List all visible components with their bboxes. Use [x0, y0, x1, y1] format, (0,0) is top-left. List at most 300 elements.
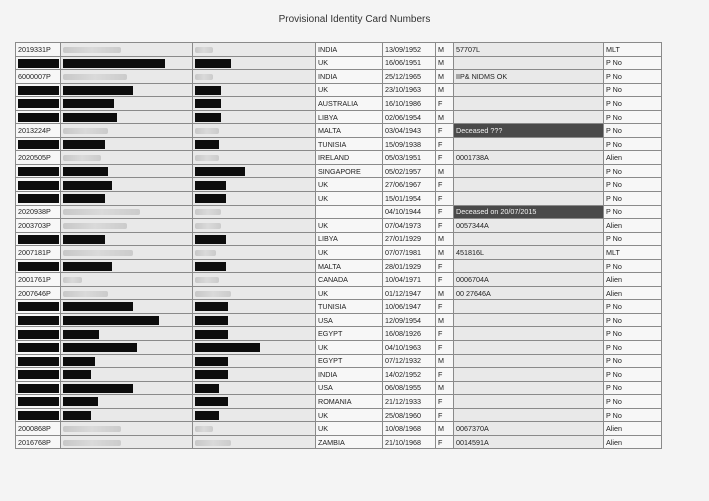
status-cell: MLT: [604, 246, 662, 260]
redaction-block: [63, 384, 133, 393]
nationality-cell: UK: [316, 408, 383, 422]
redaction-block: [195, 140, 219, 149]
sex-cell: F: [436, 259, 454, 273]
id-number-cell: [16, 300, 61, 314]
sex-cell: M: [436, 83, 454, 97]
sex-cell: F: [436, 273, 454, 287]
forename-cell: [193, 137, 316, 151]
sex-cell: F: [436, 192, 454, 206]
birth-date-cell: 15/01/1954: [383, 192, 436, 206]
blurred-text: [63, 291, 108, 297]
blurred-text: [195, 209, 221, 215]
birth-date-cell: 04/10/1944: [383, 205, 436, 219]
id-number-cell: [16, 178, 61, 192]
redaction-block: [63, 397, 98, 406]
card-number-cell: [454, 354, 604, 368]
card-number-cell: [454, 83, 604, 97]
status-cell: P No: [604, 164, 662, 178]
card-number-cell: Deceased ???: [454, 124, 604, 138]
forename-cell: [193, 97, 316, 111]
table-row: [16, 313, 662, 327]
sex-cell: F: [436, 395, 454, 409]
redaction-block: [63, 343, 137, 352]
id-number-cell: [16, 97, 61, 111]
table-row: [16, 435, 662, 449]
redaction-block: [195, 302, 228, 311]
id-number-cell: [16, 56, 61, 70]
status-cell: P No: [604, 259, 662, 273]
id-number-cell: 2001761P: [16, 273, 61, 287]
forename-cell: [193, 368, 316, 382]
redaction-block: [18, 140, 59, 149]
nationality-cell: INDIA: [316, 368, 383, 382]
status-cell: P No: [604, 354, 662, 368]
table-row: [16, 205, 662, 219]
table-row: [16, 273, 662, 287]
birth-date-cell: 04/10/1963: [383, 341, 436, 355]
redaction-block: [63, 99, 114, 108]
forename-cell: [193, 313, 316, 327]
birth-date-cell: 01/12/1947: [383, 286, 436, 300]
sex-cell: F: [436, 435, 454, 449]
birth-date-cell: 23/10/1963: [383, 83, 436, 97]
table-row: [16, 83, 662, 97]
sex-cell: M: [436, 354, 454, 368]
table-row: [16, 368, 662, 382]
status-cell: Alien: [604, 151, 662, 165]
card-number-cell: 57707L: [454, 43, 604, 57]
id-number-cell: [16, 137, 61, 151]
redaction-block: [195, 194, 226, 203]
card-number-cell: [454, 300, 604, 314]
sex-cell: F: [436, 205, 454, 219]
forename-cell: [193, 395, 316, 409]
nationality-cell: UK: [316, 192, 383, 206]
id-number-cell: [16, 354, 61, 368]
card-number-cell: IIP& NIDMS OK: [454, 70, 604, 84]
table-row: [16, 327, 662, 341]
surname-cell: [61, 56, 193, 70]
id-number-cell: 2007181P: [16, 246, 61, 260]
nationality-cell: UK: [316, 56, 383, 70]
blurred-text: [63, 277, 82, 283]
status-cell: P No: [604, 327, 662, 341]
nationality-cell: [316, 205, 383, 219]
forename-cell: [193, 286, 316, 300]
birth-date-cell: 16/10/1986: [383, 97, 436, 111]
table-row: [16, 395, 662, 409]
forename-cell: [193, 435, 316, 449]
redaction-block: [63, 194, 105, 203]
nationality-cell: EGYPT: [316, 327, 383, 341]
sex-cell: M: [436, 381, 454, 395]
status-cell: Alien: [604, 273, 662, 287]
forename-cell: [193, 219, 316, 233]
table-row: [16, 354, 662, 368]
birth-date-cell: 05/02/1957: [383, 164, 436, 178]
redaction-block: [195, 411, 219, 420]
sex-cell: M: [436, 70, 454, 84]
surname-cell: [61, 70, 193, 84]
table-row: [16, 300, 662, 314]
card-number-cell: 0057344A: [454, 219, 604, 233]
status-cell: P No: [604, 205, 662, 219]
forename-cell: [193, 381, 316, 395]
status-cell: P No: [604, 368, 662, 382]
forename-cell: [193, 327, 316, 341]
page-title: Provisional Identity Card Numbers: [278, 14, 431, 25]
blurred-text: [63, 250, 133, 256]
surname-cell: [61, 435, 193, 449]
birth-date-cell: 16/08/1926: [383, 327, 436, 341]
sex-cell: F: [436, 151, 454, 165]
id-number-cell: 2019331P: [16, 43, 61, 57]
nationality-cell: INDIA: [316, 70, 383, 84]
sex-cell: M: [436, 313, 454, 327]
card-number-cell: [454, 341, 604, 355]
card-number-cell: [454, 110, 604, 124]
id-number-cell: 2007646P: [16, 286, 61, 300]
table-row: [16, 422, 662, 436]
status-cell: P No: [604, 110, 662, 124]
blurred-text: [195, 250, 216, 256]
surname-cell: [61, 286, 193, 300]
redaction-block: [18, 194, 59, 203]
card-number-cell: [454, 381, 604, 395]
redaction-block: [195, 343, 260, 352]
surname-cell: [61, 83, 193, 97]
card-number-cell: [454, 56, 604, 70]
surname-cell: [61, 259, 193, 273]
nationality-cell: UK: [316, 341, 383, 355]
birth-date-cell: 21/12/1933: [383, 395, 436, 409]
table-row: [16, 341, 662, 355]
sex-cell: F: [436, 137, 454, 151]
card-number-cell: [454, 408, 604, 422]
redaction-block: [63, 140, 105, 149]
surname-cell: [61, 422, 193, 436]
blurred-text: [63, 426, 121, 432]
redaction-block: [18, 113, 59, 122]
forename-cell: [193, 422, 316, 436]
surname-cell: [61, 313, 193, 327]
redaction-block: [63, 167, 108, 176]
status-cell: P No: [604, 232, 662, 246]
status-cell: MLT: [604, 43, 662, 57]
card-number-cell: [454, 327, 604, 341]
sex-cell: F: [436, 408, 454, 422]
table-row: [16, 97, 662, 111]
id-number-cell: [16, 232, 61, 246]
birth-date-cell: 06/08/1955: [383, 381, 436, 395]
redaction-block: [18, 384, 59, 393]
nationality-cell: UK: [316, 219, 383, 233]
forename-cell: [193, 354, 316, 368]
nationality-cell: TUNISIA: [316, 137, 383, 151]
redaction-block: [63, 181, 112, 190]
forename-cell: [193, 124, 316, 138]
nationality-cell: TUNISIA: [316, 300, 383, 314]
birth-date-cell: 05/03/1951: [383, 151, 436, 165]
forename-cell: [193, 43, 316, 57]
forename-cell: [193, 246, 316, 260]
sex-cell: M: [436, 286, 454, 300]
redaction-block: [18, 167, 59, 176]
card-number-cell: 0001738A: [454, 151, 604, 165]
status-cell: P No: [604, 341, 662, 355]
id-number-cell: 2016768P: [16, 435, 61, 449]
status-cell: Alien: [604, 286, 662, 300]
card-number-cell: [454, 259, 604, 273]
nationality-cell: UK: [316, 178, 383, 192]
redaction-block: [195, 59, 231, 68]
redaction-block: [195, 397, 228, 406]
table-row: [16, 56, 662, 70]
nationality-cell: ZAMBIA: [316, 435, 383, 449]
nationality-cell: UK: [316, 83, 383, 97]
nationality-cell: EGYPT: [316, 354, 383, 368]
card-number-cell: [454, 178, 604, 192]
surname-cell: [61, 327, 193, 341]
id-number-cell: 2003703P: [16, 219, 61, 233]
status-cell: Alien: [604, 422, 662, 436]
id-number-cell: [16, 110, 61, 124]
forename-cell: [193, 164, 316, 178]
redaction-block: [18, 330, 59, 339]
forename-cell: [193, 192, 316, 206]
status-cell: P No: [604, 408, 662, 422]
redaction-block: [63, 113, 117, 122]
surname-cell: [61, 395, 193, 409]
status-cell: P No: [604, 137, 662, 151]
status-cell: P No: [604, 381, 662, 395]
redaction-block: [63, 59, 165, 68]
birth-date-cell: 14/02/1952: [383, 368, 436, 382]
card-number-cell: 0014591A: [454, 435, 604, 449]
blurred-text: [195, 155, 219, 161]
id-number-cell: [16, 259, 61, 273]
blurred-text: [195, 291, 231, 297]
birth-date-cell: 13/09/1952: [383, 43, 436, 57]
redaction-block: [18, 99, 59, 108]
id-number-cell: [16, 192, 61, 206]
forename-cell: [193, 56, 316, 70]
redaction-block: [18, 302, 59, 311]
nationality-cell: USA: [316, 313, 383, 327]
redaction-block: [195, 316, 228, 325]
blurred-text: [195, 128, 219, 134]
nationality-cell: AUSTRALIA: [316, 97, 383, 111]
sex-cell: M: [436, 164, 454, 178]
sex-cell: F: [436, 124, 454, 138]
nationality-cell: USA: [316, 381, 383, 395]
card-number-cell: [454, 368, 604, 382]
id-number-cell: [16, 327, 61, 341]
birth-date-cell: 27/06/1967: [383, 178, 436, 192]
nationality-cell: INDIA: [316, 43, 383, 57]
redaction-block: [195, 235, 226, 244]
blurred-text: [63, 74, 127, 80]
surname-cell: [61, 354, 193, 368]
table-row: [16, 381, 662, 395]
blurred-text: [63, 440, 121, 446]
id-number-cell: 2000868P: [16, 422, 61, 436]
forename-cell: [193, 151, 316, 165]
redaction-block: [63, 235, 105, 244]
redaction-block: [63, 316, 159, 325]
surname-cell: [61, 300, 193, 314]
status-cell: P No: [604, 192, 662, 206]
table-row: [16, 408, 662, 422]
surname-cell: [61, 273, 193, 287]
surname-cell: [61, 219, 193, 233]
birth-date-cell: 25/08/1960: [383, 408, 436, 422]
blurred-text: [195, 277, 219, 283]
birth-date-cell: 07/07/1981: [383, 246, 436, 260]
surname-cell: [61, 151, 193, 165]
status-cell: P No: [604, 83, 662, 97]
table-row: [16, 124, 662, 138]
id-number-cell: [16, 341, 61, 355]
surname-cell: [61, 381, 193, 395]
status-cell: P No: [604, 395, 662, 409]
identity-table: [15, 42, 662, 449]
birth-date-cell: 10/06/1947: [383, 300, 436, 314]
blurred-text: [63, 155, 101, 161]
surname-cell: [61, 110, 193, 124]
redaction-block: [195, 370, 228, 379]
id-number-cell: [16, 313, 61, 327]
id-number-cell: [16, 164, 61, 178]
surname-cell: [61, 246, 193, 260]
forename-cell: [193, 205, 316, 219]
redaction-block: [195, 357, 228, 366]
birth-date-cell: 02/06/1954: [383, 110, 436, 124]
surname-cell: [61, 97, 193, 111]
card-number-cell: [454, 232, 604, 246]
sex-cell: M: [436, 110, 454, 124]
card-number-cell: [454, 192, 604, 206]
id-number-cell: 2013224P: [16, 124, 61, 138]
nationality-cell: ROMANIA: [316, 395, 383, 409]
id-number-cell: 2020505P: [16, 151, 61, 165]
status-cell: P No: [604, 300, 662, 314]
blurred-text: [195, 74, 213, 80]
forename-cell: [193, 300, 316, 314]
redaction-block: [18, 343, 59, 352]
table-row: [16, 219, 662, 233]
card-number-cell: [454, 395, 604, 409]
blurred-text: [63, 223, 127, 229]
redaction-block: [18, 262, 59, 271]
blurred-text: [63, 47, 121, 53]
surname-cell: [61, 43, 193, 57]
card-number-cell: 0006704A: [454, 273, 604, 287]
birth-date-cell: 07/04/1973: [383, 219, 436, 233]
sex-cell: M: [436, 246, 454, 260]
forename-cell: [193, 259, 316, 273]
status-cell: P No: [604, 124, 662, 138]
birth-date-cell: 15/09/1938: [383, 137, 436, 151]
id-number-cell: [16, 408, 61, 422]
redaction-block: [18, 235, 59, 244]
table-row: [16, 151, 662, 165]
status-cell: P No: [604, 56, 662, 70]
forename-cell: [193, 341, 316, 355]
birth-date-cell: 16/06/1951: [383, 56, 436, 70]
redaction-block: [18, 411, 59, 420]
redaction-block: [18, 357, 59, 366]
redaction-block: [195, 384, 219, 393]
table-row: [16, 70, 662, 84]
table-row: [16, 164, 662, 178]
blurred-text: [195, 440, 231, 446]
redaction-block: [195, 113, 221, 122]
nationality-cell: LIBYA: [316, 232, 383, 246]
forename-cell: [193, 178, 316, 192]
blurred-text: [195, 426, 213, 432]
id-number-cell: [16, 381, 61, 395]
card-number-cell: 0067370A: [454, 422, 604, 436]
table-row: [16, 246, 662, 260]
table-row: [16, 259, 662, 273]
redaction-block: [63, 302, 133, 311]
nationality-cell: MALTA: [316, 124, 383, 138]
birth-date-cell: 10/08/1968: [383, 422, 436, 436]
status-cell: P No: [604, 70, 662, 84]
surname-cell: [61, 178, 193, 192]
status-cell: P No: [604, 178, 662, 192]
redaction-block: [18, 397, 59, 406]
birth-date-cell: 10/04/1971: [383, 273, 436, 287]
birth-date-cell: 12/09/1954: [383, 313, 436, 327]
redaction-block: [63, 262, 112, 271]
redaction-block: [18, 370, 59, 379]
id-number-cell: 6000007P: [16, 70, 61, 84]
forename-cell: [193, 110, 316, 124]
birth-date-cell: 21/10/1968: [383, 435, 436, 449]
redaction-block: [195, 167, 245, 176]
redaction-block: [195, 262, 226, 271]
sex-cell: F: [436, 368, 454, 382]
surname-cell: [61, 232, 193, 246]
forename-cell: [193, 83, 316, 97]
nationality-cell: UK: [316, 246, 383, 260]
nationality-cell: UK: [316, 422, 383, 436]
card-number-cell: [454, 313, 604, 327]
redaction-block: [63, 370, 91, 379]
card-number-cell: 451816L: [454, 246, 604, 260]
surname-cell: [61, 164, 193, 178]
blurred-text: [195, 47, 213, 53]
nationality-cell: SINGAPORE: [316, 164, 383, 178]
birth-date-cell: 27/01/1929: [383, 232, 436, 246]
birth-date-cell: 25/12/1965: [383, 70, 436, 84]
sex-cell: F: [436, 178, 454, 192]
redaction-block: [18, 86, 59, 95]
redaction-block: [18, 181, 59, 190]
surname-cell: [61, 137, 193, 151]
surname-cell: [61, 368, 193, 382]
redaction-block: [195, 181, 226, 190]
surname-cell: [61, 124, 193, 138]
birth-date-cell: 03/04/1943: [383, 124, 436, 138]
table-row: [16, 137, 662, 151]
surname-cell: [61, 205, 193, 219]
status-cell: P No: [604, 313, 662, 327]
redaction-block: [18, 316, 59, 325]
sex-cell: F: [436, 341, 454, 355]
